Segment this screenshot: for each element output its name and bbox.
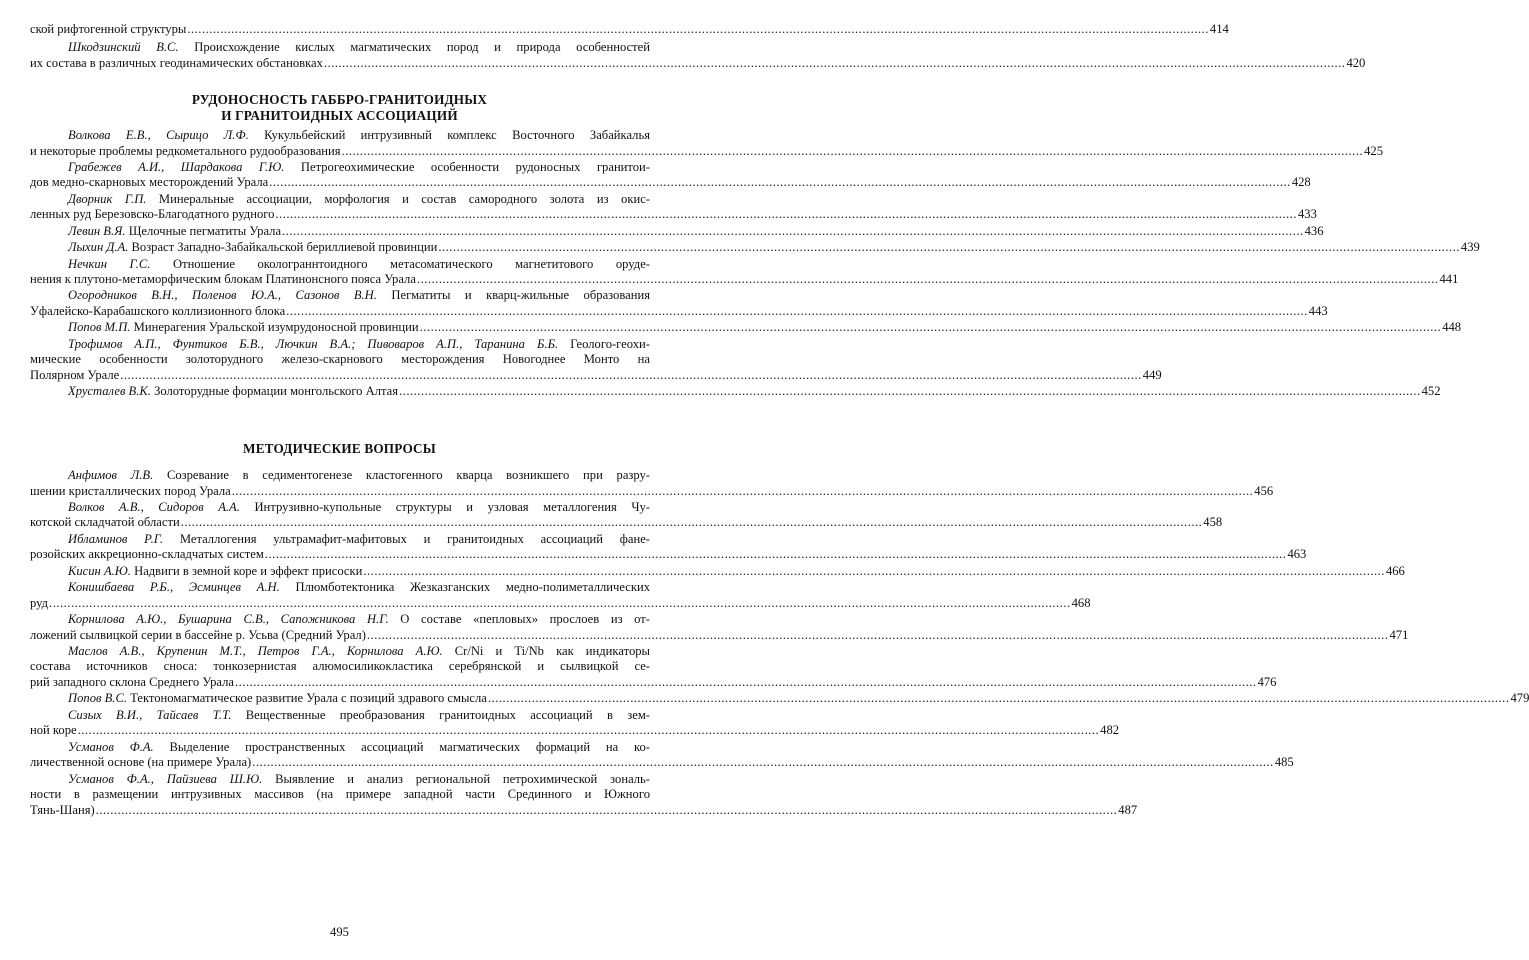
toc-entry	[30, 531, 1307, 563]
toc-entry	[30, 40, 1366, 71]
entry-authors: Маслов А.В., Крупенин М.Т., Петров Г.А., Корнилова А.Ю.	[68, 643, 443, 658]
toc-line	[30, 515, 1223, 531]
toc-entry	[30, 707, 1120, 739]
entry-authors: Лыхин Д.А.	[68, 240, 129, 255]
section-heading-line: И ГРАНИТОИДНЫХ АССОЦИАЦИЙ	[221, 107, 458, 123]
toc-entry	[30, 320, 1462, 336]
toc-entry	[30, 256, 1459, 288]
page-ref: 487	[1118, 802, 1138, 817]
entry-title: Возраст Западно-Забайкальской бериллиевой провинции	[131, 240, 438, 255]
entry-authors: Волкова Е.В., Сырицо Л.Ф.	[68, 128, 249, 142]
entry-authors: Шкодзинский В.С.	[68, 40, 179, 54]
entry-title-tail: ской рифтогенной структуры	[30, 22, 187, 36]
entry-authors: Огородников В.Н., Поленов Ю.А., Сазонов В.Н.	[68, 288, 377, 303]
entry-authors: Сизых В.И., Тайсаев Т.Т.	[68, 707, 232, 722]
dot-leader	[417, 272, 1439, 288]
toc-line	[30, 532, 650, 548]
entry-title: Надвиги в земной коре и эффект присоски	[134, 563, 363, 578]
page-ref: 471	[1389, 627, 1409, 642]
page-ref: 448	[1442, 320, 1462, 335]
toc-line	[30, 384, 1441, 400]
entry-authors: Ибламинов Р.Г.	[68, 531, 164, 546]
page-ref: 452	[1421, 384, 1441, 399]
toc-line	[30, 627, 1409, 644]
toc-line	[30, 723, 1120, 739]
dot-leader	[269, 175, 1291, 191]
toc-line	[30, 272, 1459, 288]
toc-entry	[30, 612, 1409, 643]
toc-line	[30, 547, 1307, 563]
toc-line	[30, 22, 1229, 38]
dot-leader	[282, 224, 1304, 240]
entry-title-tail: рий западного склона Среднего Урала	[30, 674, 234, 689]
toc-line	[30, 674, 1277, 691]
entry-title: Золоторудные формации монгольского Алтая	[154, 384, 399, 399]
page-ref: 428	[1291, 175, 1311, 190]
toc-line	[30, 740, 650, 756]
toc-line	[30, 240, 1480, 256]
toc-line	[30, 223, 1324, 240]
toc-line	[30, 755, 1294, 771]
entry-authors: Конишбаева Р.Б., Эсминцев А.Н.	[68, 580, 280, 595]
entry-authors: Грабежев А.И., Шардакова Г.Ю.	[68, 159, 285, 174]
entry-title-tail: личественной основе (на примере Урала)	[30, 755, 252, 770]
dot-leader	[96, 803, 1118, 819]
entry-title-tail: руд	[30, 595, 49, 610]
toc-line	[30, 802, 1138, 819]
dot-leader	[488, 691, 1510, 707]
toc-line	[30, 40, 650, 56]
toc-line	[30, 143, 1384, 160]
entry-title-tail: розойских аккреционно-складчатых систем	[30, 547, 264, 562]
dot-leader	[235, 675, 1257, 691]
page-number: 495	[330, 925, 349, 939]
dot-leader	[265, 547, 1287, 563]
toc-entry	[30, 336, 1162, 384]
entry-authors: Кисин А.Ю.	[68, 563, 131, 578]
page-ref: 476	[1257, 674, 1277, 689]
section-heading-line: МЕТОДИЧЕСКИЕ ВОПРОСЫ	[243, 441, 436, 456]
toc-line	[30, 320, 1462, 336]
entry-title: Cr/Ni и Ti/Nb как индикаторы	[454, 643, 651, 658]
page-ref: 420	[1346, 55, 1366, 70]
toc-entry	[30, 739, 1294, 771]
entry-authors: Корнилова А.Ю., Бушарина С.В., Сапожникова Н.Г.	[68, 612, 389, 626]
page-ref: 456	[1254, 483, 1274, 498]
page-ref: 485	[1274, 755, 1294, 770]
entry-title: Созревание в седиментогенезе кластогенного кварца возникшего при разру-	[166, 468, 650, 482]
page-ref: 458	[1203, 515, 1223, 530]
toc-line	[30, 288, 650, 304]
toc-line	[30, 207, 1317, 223]
page-ref: 414	[1209, 22, 1229, 36]
entry-title: Щелочные пегматиты Урала	[128, 223, 282, 238]
entry-title-tail: и некоторые проблемы редкометального рудообразования	[30, 143, 341, 158]
entry-title: Геолого-геохи-	[570, 336, 650, 351]
entry-title: Металлогения ультрамафит-мафитовых и гранитоидных ассоциаций фане-	[179, 531, 650, 546]
page-ref: 482	[1100, 723, 1120, 738]
entry-title: О составе «пепловых» прослоев из от-	[400, 612, 651, 626]
dot-leader	[275, 207, 1297, 223]
entry-authors: Попов В.С.	[68, 691, 127, 706]
toc-line	[30, 612, 650, 628]
entry-authors: Волков А.В., Сидоров А.А.	[68, 499, 240, 514]
entry-title: Выделение пространственных ассоциаций магматических формаций на ко-	[169, 739, 650, 754]
toc-entry	[30, 223, 1324, 240]
entry-title-tail: ленных руд Березовско-Благодатного рудного	[30, 207, 275, 222]
page-ref: 443	[1308, 303, 1328, 318]
page-ref: 468	[1071, 595, 1091, 610]
toc-line	[30, 303, 1328, 320]
entry-title: Плюмботектоника Жезказганских медно-полиметаллических	[295, 580, 650, 595]
dot-leader	[286, 304, 1308, 320]
dot-leader	[78, 723, 1100, 739]
page-ref: 466	[1385, 563, 1405, 578]
entry-title: Минерагения Уральской изумрудоносной провинции	[133, 320, 419, 335]
toc-line	[30, 644, 650, 660]
page-ref: 479	[1510, 691, 1529, 706]
entry-authors: Усманов Ф.А., Пайзиева Ш.Ю.	[68, 771, 263, 786]
toc-line	[30, 128, 650, 144]
entry-title-tail: Тянь-Шаня)	[30, 802, 95, 817]
toc-entry	[30, 159, 1311, 191]
dot-leader	[232, 484, 1254, 500]
page-ref: 439	[1460, 240, 1480, 255]
entry-authors: Усманов Ф.А.	[68, 739, 154, 754]
toc-line	[30, 563, 1405, 580]
continued-entry	[30, 22, 1229, 38]
entry-authors: Дворник Г.П.	[68, 191, 147, 206]
toc-entry	[30, 771, 1138, 819]
toc-entry	[30, 499, 1223, 531]
entry-authors: Анфимов Л.В.	[68, 468, 154, 482]
toc-line	[30, 160, 650, 176]
dot-leader	[120, 368, 1142, 384]
entry-title-tail: дов медно-скарновых месторождений Урала	[30, 175, 269, 190]
entry-title: Интрузивно-купольные структуры и узловая металлогения Чу-	[254, 499, 650, 514]
dot-leader	[399, 384, 1421, 400]
toc-line	[30, 367, 1162, 384]
toc-line	[30, 483, 1274, 500]
page-ref: 449	[1142, 367, 1162, 382]
entry-title-tail: Полярном Урале	[30, 367, 120, 382]
entry-title-tail: ной коре	[30, 723, 77, 738]
entry-title-tail: ложений сылвицкой серии в бассейне р. Усьва (Средний Урал)	[30, 627, 366, 642]
dot-leader	[49, 596, 1071, 612]
toc-entry	[30, 563, 1405, 580]
entry-title-tail: нения к плутоно-метаморфическим блокам Платинонсного пояса Урала	[30, 272, 416, 286]
section-heading-line: РУДОНОСНОСТЬ ГАББРО-ГРАНИТОИДНЫХ	[191, 92, 488, 107]
page-ref: 436	[1304, 223, 1324, 238]
dot-leader	[181, 515, 1203, 531]
entry-title-tail: шении кристаллических пород Урала	[30, 483, 231, 498]
toc-line	[30, 708, 650, 724]
entry-title-tail: котской складчатой области	[30, 515, 180, 530]
dot-leader	[252, 755, 1274, 771]
section-heading	[0, 441, 679, 457]
entry-title: Выявление и анализ региональной петрохимической зональ-	[275, 771, 650, 786]
toc-line	[30, 772, 650, 788]
entry-authors: Левин В.Я.	[68, 223, 126, 238]
entry-title: Отношение околограннтоидного метасоматического магнетитового оруде-	[172, 256, 650, 271]
entry-title: Пегматиты и кварц-жильные образования	[391, 288, 650, 303]
toc-line	[30, 468, 650, 484]
entry-title: Минеральные ассоциации, морфология и состав самородного золота из окис-	[158, 191, 650, 206]
toc-line	[30, 691, 1529, 707]
entry-title: Происхождение кислых магматических пород и природа особенностей	[194, 40, 650, 54]
toc-line	[30, 500, 650, 516]
toc-entry	[30, 128, 1384, 159]
entry-title: Кукульбейский интрузивный комплекс Восточного Забайкалья	[264, 128, 650, 142]
entry-title-tail: их состава в различных геодинамических обстановках	[30, 55, 323, 70]
toc-line	[30, 595, 1091, 612]
toc-entry	[30, 580, 1091, 611]
dot-leader	[420, 320, 1442, 336]
dot-leader	[367, 628, 1389, 644]
toc-entry	[30, 240, 1480, 256]
toc-line	[30, 175, 1311, 191]
page-ref: 425	[1364, 143, 1384, 158]
dot-leader	[438, 240, 1460, 256]
entry-title: Вещественные преобразования гранитоидных ассоциаций в зем-	[245, 707, 650, 722]
entry-authors: Попов М.П.	[68, 320, 131, 335]
toc-line	[30, 337, 650, 353]
toc-entry	[30, 468, 1274, 499]
toc-entry	[30, 288, 1328, 319]
entry-title-tail: Уфалейско-Карабашского коллизионного блока	[30, 303, 286, 318]
toc-line: ности в размещении интрузивных массивов (на примере западной части Срединного и Южного	[30, 787, 650, 801]
toc-line	[30, 55, 1366, 72]
entry-title: Тектономагматическое развитие Урала с позиций здравого смысла	[130, 691, 487, 706]
page-ref: 433	[1297, 207, 1317, 222]
entry-title: Петрогеохимические особенности рудоносных гранитои-	[300, 159, 650, 174]
toc-entry	[30, 691, 1529, 707]
toc-line	[30, 257, 650, 273]
dot-leader	[363, 564, 1385, 580]
section-heading	[0, 92, 679, 123]
entry-authors: Хрусталев В.К.	[68, 384, 151, 399]
page-ref: 463	[1287, 547, 1307, 562]
page-ref: 441	[1439, 272, 1459, 286]
entry-authors: Нечкин Г.С.	[68, 256, 151, 271]
toc-line	[30, 580, 650, 596]
toc-line: состава источников сноса: тонкозернистая алюмосиликокластика серебрянской и сылвицкой се-	[30, 659, 650, 674]
toc-line	[30, 192, 650, 208]
toc-entry	[30, 191, 1317, 223]
entry-authors: Трофимов А.П., Фунтиков Б.В., Лючкин В.А.; Пивоваров А.П., Таранина Б.Б.	[68, 336, 559, 351]
toc-line: мические особенности золоторудного железо-скарнового месторождения Новогоднее Монто на	[30, 352, 650, 367]
dot-leader	[324, 56, 1346, 72]
toc-entry	[30, 643, 1277, 691]
toc-entry	[30, 384, 1441, 400]
dot-leader	[342, 144, 1364, 160]
dot-leader	[187, 22, 1209, 38]
